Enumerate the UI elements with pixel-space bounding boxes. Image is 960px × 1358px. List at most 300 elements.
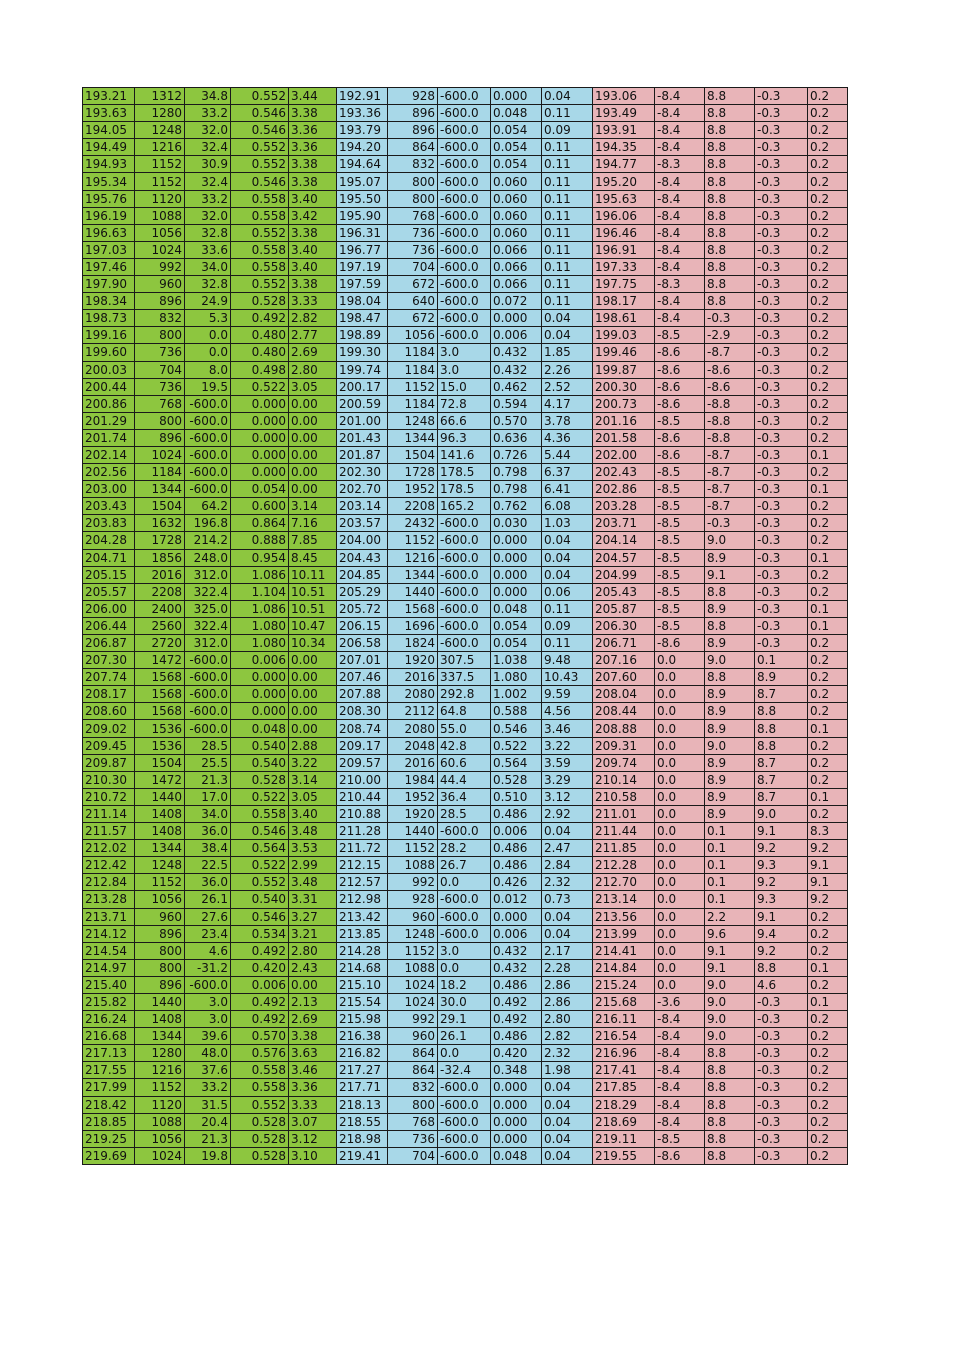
- table-cell: 1344: [388, 429, 438, 446]
- table-cell: 0.0: [655, 720, 705, 737]
- table-cell: 928: [388, 88, 438, 105]
- table-cell: -600.0: [185, 395, 231, 412]
- table-cell: -600.0: [438, 241, 491, 258]
- table-cell: 0.06: [542, 583, 593, 600]
- table-cell: 1184: [388, 361, 438, 378]
- table-cell: 768: [388, 1113, 438, 1130]
- table-cell: 9.59: [542, 686, 593, 703]
- table-cell: 8.9: [705, 805, 755, 822]
- table-cell: 1152: [388, 942, 438, 959]
- table-cell: 31.5: [185, 1096, 231, 1113]
- table-cell: 216.24: [83, 1011, 135, 1028]
- table-cell: 0.2: [808, 412, 848, 429]
- table-cell: 8.9: [705, 720, 755, 737]
- table-cell: 26.7: [438, 857, 491, 874]
- table-cell: 32.4: [185, 139, 231, 156]
- table-cell: 3.48: [289, 874, 337, 891]
- table-cell: 200.73: [593, 395, 655, 412]
- table-cell: -0.3: [755, 105, 808, 122]
- table-cell: 0.570: [231, 1028, 289, 1045]
- table-cell: 0.2: [808, 105, 848, 122]
- table-cell: 196.8: [185, 515, 231, 532]
- table-cell: 34.8: [185, 88, 231, 105]
- table-cell: 211.72: [337, 840, 388, 857]
- table-cell: 200.86: [83, 395, 135, 412]
- table-cell: 215.54: [337, 993, 388, 1010]
- table-cell: 200.17: [337, 378, 388, 395]
- table-cell: 0.2: [808, 173, 848, 190]
- table-cell: 202.30: [337, 464, 388, 481]
- table-cell: 195.20: [593, 173, 655, 190]
- table-cell: -0.3: [755, 224, 808, 241]
- table-cell: 3.44: [289, 88, 337, 105]
- table-cell: 1.03: [542, 515, 593, 532]
- table-cell: -600.0: [438, 532, 491, 549]
- table-cell: 0.11: [542, 173, 593, 190]
- table-cell: 0.1: [808, 788, 848, 805]
- table-cell: -8.6: [655, 378, 705, 395]
- table-cell: -8.5: [655, 515, 705, 532]
- table-cell: 193.91: [593, 122, 655, 139]
- table-cell: 20.4: [185, 1113, 231, 1130]
- table-cell: 0.2: [808, 1045, 848, 1062]
- table-row: [83, 720, 848, 737]
- table-cell: 0.492: [231, 942, 289, 959]
- table-cell: 0.066: [491, 258, 542, 275]
- table-cell: 39.6: [185, 1028, 231, 1045]
- table-cell: 6.08: [542, 498, 593, 515]
- table-cell: 193.06: [593, 88, 655, 105]
- table-cell: 0.04: [542, 532, 593, 549]
- table-cell: 0.00: [289, 976, 337, 993]
- table-cell: 206.30: [593, 617, 655, 634]
- table-cell: 0.2: [808, 156, 848, 173]
- table-cell: -8.6: [655, 344, 705, 361]
- table-cell: 2432: [388, 515, 438, 532]
- table-cell: 23.4: [185, 925, 231, 942]
- table-cell: 203.71: [593, 515, 655, 532]
- table-cell: 9.1: [705, 959, 755, 976]
- table-cell: -8.6: [655, 361, 705, 378]
- table-cell: 3.14: [289, 771, 337, 788]
- table-cell: 1920: [388, 652, 438, 669]
- table-cell: 0.510: [491, 788, 542, 805]
- table-cell: 0.480: [231, 327, 289, 344]
- table-cell: 0.006: [491, 327, 542, 344]
- table-cell: 193.49: [593, 105, 655, 122]
- table-cell: 1024: [388, 976, 438, 993]
- table-cell: 0.558: [231, 241, 289, 258]
- table-cell: 0.600: [231, 498, 289, 515]
- table-cell: 0.000: [231, 703, 289, 720]
- table-cell: 0.2: [808, 1113, 848, 1130]
- table-cell: 832: [135, 310, 185, 327]
- table-cell: 1088: [135, 1113, 185, 1130]
- table-cell: 0.2: [808, 344, 848, 361]
- table-cell: 8.8: [705, 190, 755, 207]
- table-cell: 3.59: [542, 754, 593, 771]
- table-cell: -8.4: [655, 258, 705, 275]
- table-cell: 0.0: [655, 976, 705, 993]
- table-cell: -600.0: [438, 617, 491, 634]
- table-cell: 0.000: [491, 1130, 542, 1147]
- table-cell: 1568: [135, 686, 185, 703]
- table-cell: 9.0: [705, 652, 755, 669]
- table-cell: 0.486: [491, 805, 542, 822]
- table-cell: 198.34: [83, 293, 135, 310]
- table-cell: 1440: [388, 823, 438, 840]
- table-cell: -0.3: [755, 173, 808, 190]
- table-cell: 26.1: [438, 1028, 491, 1045]
- table-row: [83, 754, 848, 771]
- table-cell: 312.0: [185, 566, 231, 583]
- table-cell: 38.4: [185, 840, 231, 857]
- table-cell: 2112: [388, 703, 438, 720]
- table-cell: 0.000: [491, 583, 542, 600]
- table-cell: 208.30: [337, 703, 388, 720]
- table-cell: 2080: [388, 720, 438, 737]
- table-row: [83, 703, 848, 720]
- table-cell: 0.000: [231, 686, 289, 703]
- table-cell: 201.16: [593, 412, 655, 429]
- table-cell: 196.06: [593, 207, 655, 224]
- table-cell: 0.1: [705, 840, 755, 857]
- table-cell: 197.19: [337, 258, 388, 275]
- table-cell: 0.072: [491, 293, 542, 310]
- table-row: [83, 1045, 848, 1062]
- table-cell: -8.4: [655, 190, 705, 207]
- table-cell: 896: [135, 293, 185, 310]
- table-cell: 0.492: [491, 1011, 542, 1028]
- table-cell: -600.0: [438, 1096, 491, 1113]
- table-cell: 0.04: [542, 1130, 593, 1147]
- table-cell: -0.3: [755, 617, 808, 634]
- table-cell: 203.43: [83, 498, 135, 515]
- table-cell: -0.3: [755, 276, 808, 293]
- table-cell: -600.0: [185, 720, 231, 737]
- table-cell: 211.44: [593, 823, 655, 840]
- table-cell: 2208: [388, 498, 438, 515]
- table-cell: 1.080: [231, 635, 289, 652]
- table-cell: 5.44: [542, 446, 593, 463]
- table-cell: 33.2: [185, 1079, 231, 1096]
- table-cell: -0.3: [755, 361, 808, 378]
- table-cell: 204.00: [337, 532, 388, 549]
- table-row: [83, 823, 848, 840]
- table-cell: 1056: [135, 891, 185, 908]
- table-cell: 0.2: [808, 635, 848, 652]
- table-cell: 194.35: [593, 139, 655, 156]
- table-row: [83, 446, 848, 463]
- table-cell: 18.2: [438, 976, 491, 993]
- table-cell: 672: [388, 310, 438, 327]
- table-cell: 8.7: [755, 686, 808, 703]
- table-cell: -0.3: [755, 156, 808, 173]
- table-cell: 219.69: [83, 1147, 135, 1164]
- table-cell: 32.8: [185, 276, 231, 293]
- table-cell: 218.42: [83, 1096, 135, 1113]
- table-cell: 2560: [135, 617, 185, 634]
- table-cell: 800: [388, 173, 438, 190]
- table-cell: -8.4: [655, 310, 705, 327]
- table-cell: 9.0: [755, 805, 808, 822]
- table-cell: 205.87: [593, 600, 655, 617]
- table-cell: 928: [388, 891, 438, 908]
- table-cell: 0.11: [542, 224, 593, 241]
- table-cell: -0.3: [755, 532, 808, 549]
- table-cell: -0.3: [755, 515, 808, 532]
- table-cell: 204.71: [83, 549, 135, 566]
- table-cell: -8.5: [655, 600, 705, 617]
- table-row: [83, 293, 848, 310]
- table-cell: 9.3: [755, 891, 808, 908]
- table-cell: 96.3: [438, 429, 491, 446]
- table-cell: -0.3: [755, 88, 808, 105]
- table-row: [83, 583, 848, 600]
- table-cell: -8.4: [655, 1062, 705, 1079]
- table-cell: 9.1: [808, 857, 848, 874]
- table-cell: 1120: [135, 190, 185, 207]
- table-cell: 0.432: [491, 361, 542, 378]
- table-cell: -0.3: [755, 241, 808, 258]
- table-cell: 9.6: [705, 925, 755, 942]
- table-cell: 0.0: [655, 891, 705, 908]
- table-cell: 896: [135, 925, 185, 942]
- table-cell: 3.40: [289, 805, 337, 822]
- table-cell: 0.0: [655, 959, 705, 976]
- table-cell: -600.0: [185, 481, 231, 498]
- table-cell: 0.540: [231, 754, 289, 771]
- table-cell: 3.78: [542, 412, 593, 429]
- table-cell: 0.2: [808, 258, 848, 275]
- table-cell: 8.8: [755, 703, 808, 720]
- table-cell: 0.000: [491, 532, 542, 549]
- table-cell: 212.28: [593, 857, 655, 874]
- table-cell: 2.86: [542, 993, 593, 1010]
- table-cell: -0.3: [755, 139, 808, 156]
- table-cell: 0.1: [705, 891, 755, 908]
- table-cell: 672: [388, 276, 438, 293]
- table-cell: 1.086: [231, 566, 289, 583]
- table-cell: 0.09: [542, 617, 593, 634]
- table-cell: -8.5: [655, 583, 705, 600]
- table-body: [83, 88, 848, 1165]
- table-cell: 213.14: [593, 891, 655, 908]
- table-cell: 1504: [135, 754, 185, 771]
- table-cell: -0.3: [755, 600, 808, 617]
- table-cell: 193.36: [337, 105, 388, 122]
- table-cell: 202.56: [83, 464, 135, 481]
- table-cell: 8.8: [705, 224, 755, 241]
- table-cell: 195.50: [337, 190, 388, 207]
- table-cell: 1088: [388, 857, 438, 874]
- table-cell: 0.492: [231, 310, 289, 327]
- table-cell: 1632: [135, 515, 185, 532]
- table-cell: 218.85: [83, 1113, 135, 1130]
- table-cell: 0.564: [491, 754, 542, 771]
- table-cell: -600.0: [185, 669, 231, 686]
- table-cell: 800: [135, 327, 185, 344]
- table-cell: 4.17: [542, 395, 593, 412]
- table-cell: -0.3: [755, 1130, 808, 1147]
- table-cell: 1440: [135, 993, 185, 1010]
- table-cell: 21.3: [185, 771, 231, 788]
- table-cell: 896: [388, 122, 438, 139]
- table-cell: 0.09: [542, 122, 593, 139]
- table-row: [83, 481, 848, 498]
- table-cell: -31.2: [185, 959, 231, 976]
- table-cell: 178.5: [438, 481, 491, 498]
- table-cell: 0.054: [491, 122, 542, 139]
- table-cell: 0.492: [231, 1011, 289, 1028]
- table-cell: 1952: [388, 481, 438, 498]
- table-cell: 0.11: [542, 156, 593, 173]
- table-cell: 0.1: [808, 481, 848, 498]
- table-cell: 19.5: [185, 378, 231, 395]
- table-cell: -8.4: [655, 139, 705, 156]
- table-cell: -8.7: [705, 446, 755, 463]
- table-cell: 203.57: [337, 515, 388, 532]
- table-cell: -600.0: [438, 600, 491, 617]
- table-cell: 0.1: [755, 652, 808, 669]
- table-cell: -8.4: [655, 1113, 705, 1130]
- table-cell: 8.9: [705, 788, 755, 805]
- table-cell: 36.0: [185, 823, 231, 840]
- table-row: [83, 207, 848, 224]
- table-cell: 217.41: [593, 1062, 655, 1079]
- table-cell: 0.2: [808, 429, 848, 446]
- table-cell: 29.1: [438, 1011, 491, 1028]
- table-cell: 0.2: [808, 276, 848, 293]
- table-cell: 198.47: [337, 310, 388, 327]
- table-cell: 0.2: [808, 686, 848, 703]
- table-cell: 0.528: [231, 293, 289, 310]
- table-cell: 0.048: [491, 1147, 542, 1164]
- table-cell: 2080: [388, 686, 438, 703]
- table-cell: 1728: [388, 464, 438, 481]
- table-cell: -600.0: [185, 464, 231, 481]
- table-cell: 8.9: [705, 549, 755, 566]
- table-row: [83, 515, 848, 532]
- table-cell: 60.6: [438, 754, 491, 771]
- table-cell: 1184: [388, 344, 438, 361]
- table-cell: 1280: [135, 1045, 185, 1062]
- table-cell: 337.5: [438, 669, 491, 686]
- table-cell: 201.87: [337, 446, 388, 463]
- table-cell: 0.000: [231, 429, 289, 446]
- table-cell: 960: [388, 1028, 438, 1045]
- table-cell: 8.8: [705, 669, 755, 686]
- table-cell: 10.51: [289, 600, 337, 617]
- table-cell: 0.000: [491, 310, 542, 327]
- table-cell: 864: [388, 139, 438, 156]
- table-cell: 1248: [388, 925, 438, 942]
- table-cell: 0.054: [491, 617, 542, 634]
- table-cell: 209.57: [337, 754, 388, 771]
- table-cell: 9.3: [755, 857, 808, 874]
- table-cell: 36.0: [185, 874, 231, 891]
- data-table: [82, 87, 848, 1165]
- table-cell: 0.0: [655, 737, 705, 754]
- table-cell: 0.04: [542, 327, 593, 344]
- table-cell: 0.2: [808, 976, 848, 993]
- table-cell: 8.8: [705, 139, 755, 156]
- table-cell: 0.04: [542, 823, 593, 840]
- table-row: [83, 737, 848, 754]
- table-row: [83, 122, 848, 139]
- table-cell: 208.88: [593, 720, 655, 737]
- table-cell: -600.0: [185, 976, 231, 993]
- table-cell: 197.03: [83, 241, 135, 258]
- table-cell: 200.59: [337, 395, 388, 412]
- table-cell: 0.2: [808, 207, 848, 224]
- table-cell: 2048: [388, 737, 438, 754]
- table-cell: -8.8: [705, 395, 755, 412]
- table-cell: 0.2: [808, 378, 848, 395]
- table-cell: -8.6: [655, 635, 705, 652]
- table-cell: 64.2: [185, 498, 231, 515]
- table-cell: 207.16: [593, 652, 655, 669]
- table-cell: 0.000: [491, 908, 542, 925]
- table-cell: 205.72: [337, 600, 388, 617]
- table-cell: 0.492: [491, 993, 542, 1010]
- table-cell: 216.38: [337, 1028, 388, 1045]
- table-cell: 0.348: [491, 1062, 542, 1079]
- table-cell: 3.05: [289, 788, 337, 805]
- table-cell: 34.0: [185, 258, 231, 275]
- table-cell: 0.000: [491, 1079, 542, 1096]
- table-cell: 0.04: [542, 908, 593, 925]
- table-cell: 1824: [388, 635, 438, 652]
- table-cell: -8.4: [655, 1045, 705, 1062]
- table-cell: -0.3: [755, 1011, 808, 1028]
- table-cell: 1056: [135, 224, 185, 241]
- table-cell: -600.0: [438, 276, 491, 293]
- table-cell: 0.00: [289, 669, 337, 686]
- table-cell: 3.38: [289, 224, 337, 241]
- table-cell: 209.17: [337, 737, 388, 754]
- table-cell: -8.5: [655, 566, 705, 583]
- table-cell: 2016: [135, 566, 185, 583]
- table-cell: 800: [135, 959, 185, 976]
- table-cell: 8.7: [755, 788, 808, 805]
- table-cell: 194.20: [337, 139, 388, 156]
- table-cell: 207.88: [337, 686, 388, 703]
- table-cell: 0.546: [231, 823, 289, 840]
- table-cell: 30.9: [185, 156, 231, 173]
- table-cell: 211.28: [337, 823, 388, 840]
- table-cell: 8.3: [808, 823, 848, 840]
- table-cell: 215.24: [593, 976, 655, 993]
- table-cell: 1184: [388, 395, 438, 412]
- table-cell: -600.0: [438, 566, 491, 583]
- table-cell: 28.5: [438, 805, 491, 822]
- table-cell: 0.000: [231, 669, 289, 686]
- table-cell: 199.87: [593, 361, 655, 378]
- table-cell: 0.2: [808, 122, 848, 139]
- table-cell: 201.43: [337, 429, 388, 446]
- table-cell: 1152: [388, 532, 438, 549]
- table-cell: 165.2: [438, 498, 491, 515]
- table-cell: 64.8: [438, 703, 491, 720]
- table-cell: 198.17: [593, 293, 655, 310]
- table-cell: 6.41: [542, 481, 593, 498]
- table-cell: 896: [388, 105, 438, 122]
- table-cell: 9.48: [542, 652, 593, 669]
- table-cell: 1472: [135, 652, 185, 669]
- table-cell: 0.2: [808, 669, 848, 686]
- table-cell: 0.00: [289, 652, 337, 669]
